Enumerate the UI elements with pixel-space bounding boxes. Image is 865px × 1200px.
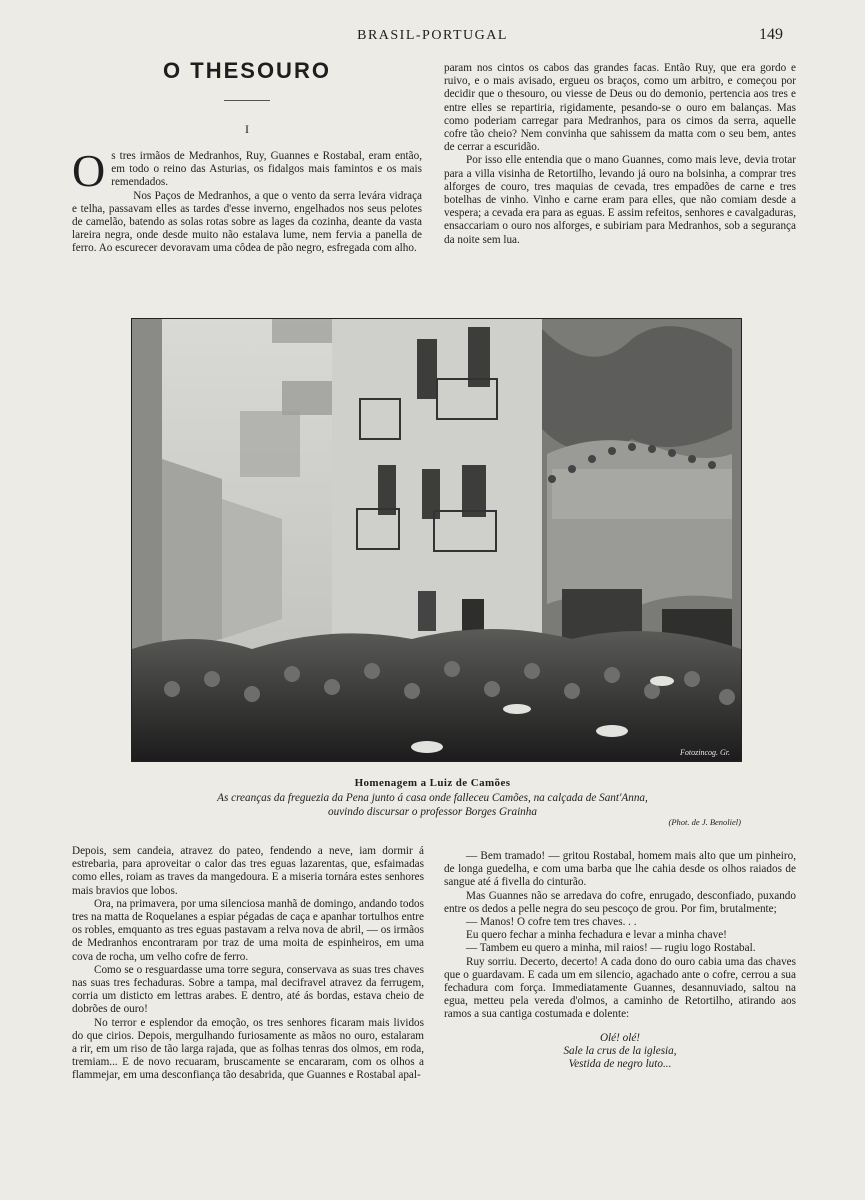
paragraph: Como se o resguardasse uma torre segura, conservava as suas tres chaves nas suas tres fechaduras. Sobre a tampa, mal decifravel atravez da ferrugem, corria um disticto em lettras arabes. E dentro, até ás bordas, estava cheio de dobrões de ouro! [72,963,424,1016]
paragraph: Por isso elle entendia que o mano Guannes, como mais leve, devia trotar para a villa visinha de Retortilho, levando já ouro na bolsinha, a comprar tres alforges de couro, tres maquias de cevada, tres empadões de carne e tres botelhas de vinho. Vinho e carne eram para elles, que não comiam desde a vespera; a cevada era para as eguas. E assim refeitos, senhores e cavalgaduras, ensaccariam o ouro nos alforges, e subiriam para Medranhos, sob a segurança da noite sem lua. [444,154,796,246]
paragraph: No terror e esplendor da emoção, os tres senhores ficaram mais lividos do que cirios. Depois, mergulhando furiosamente as mãos no ouro, estalaram a rir, em um riso de tão larga rajada, que as folhas tenras dos olmos, em roda, tremiam... E de novo recuaram, bruscamente se encararam, com os olhos a flammejar, em uma desconfiança tão desabrida, que Guannes e Rostabal apal- [72,1016,424,1082]
running-head: BRASIL-PORTUGAL [357,28,508,43]
paragraph: — Manos! O cofre tem tres chaves. . . [466,916,637,929]
paragraph: Depois, sem candeia, atravez do pateo, fendendo a neve, iam dormir á estrebaria, para aproveitar o calor das tres eguas lazarentas, que, esfaimadas como elles, roiam as traves da mangedoura. E a miseria tornára estes senhores mais bravios que lobos. [72,845,424,897]
song-verse [444,1032,796,1072]
column-right-bottom [444,850,796,1071]
caption-line: ouvindo discursar o professor Borges Grainha [328,806,537,818]
column-left-top [72,145,422,256]
photograph [131,318,742,762]
verse-line: Olé! olé! [599,1031,641,1044]
verse-line: Sale la crus de la iglesia, [563,1044,677,1057]
paragraph: param nos cintos os cabos das grandes facas. Então Ruy, que era gordo e ruivo, e o mais avisado, ergueu os braços, como um arbitro, e começou por decidir que o thesouro, ou viesse de Deus ou do demonio, pertencia aos tres e entre elles se repartiria, rigidamente, pesando-se o ouro em balanças. Mas como poderiam carregar para Medranhos, para os cimos da serra, aquelle cofre tão cheio? Nem convinha que sahissem da matta com o seu bem, antes de cerrar a escuridão. [444,62,796,154]
page-number: 149 [759,26,783,43]
paragraph: — Tambem eu quero a minha, mil raios! — rugiu logo Rostabal. [466,942,756,955]
caption-line: As creanças da freguezia da Pena junto á casa onde falleceu Camões, na calçada de Sant'Anna, [217,792,648,804]
article-title: O THESOURO [163,58,331,83]
column-left-bottom [72,845,424,1083]
figure-caption [160,791,705,819]
engraver-signature: Fotozincog. Gr. [680,748,730,757]
paragraph: Mas Guannes não se arredava do cofre, enrugado, desconfiado, puxando entre os dedos a pelle negra do seu pescoço de grou. Por fim, brutalmente; [444,889,796,915]
title-divider [224,100,270,101]
paragraph: — Bem tramado! — gritou Rostabal, homem mais alto que um pinheiro, de longa guedelha, e com uma barba que lhe cahia desde os olhos raiados de sangue até á fivella do cinturão. [444,850,796,889]
photo-credit: (Phot. de J. Benoliel) [668,817,741,827]
paragraph: Eu quero fechar a minha fechadura e levar a minha chave! [466,929,727,942]
column-right-top [444,62,796,247]
verse-line: Vestida de negro luto... [568,1058,672,1071]
street-scene-image [132,319,741,761]
figure-caption-title: Homenagem a Luiz de Camões [354,777,511,789]
paragraph: Ruy sorriu. Decerto, decerto! A cada dono do ouro cabia uma das chaves que o guardavam. E cada um em silencio, agachado ante o cofre, cerrou a sua fechadura com força. Immediatamente Guannes, desannuviado, saltou na egua, metteu pela vereda d'olmos, a caminho de Retortilho, atirando aos ramos a sua cantiga costumada e dolente: [444,955,796,1021]
paragraph: Nos Paços de Medranhos, a que o vento da serra levára vidraça e telha, passavam elles as tardes d'esse inverno, engelhados nos seus pelotes de camelão, batendo as solas rotas sobre as lages da cozinha, deante da vasta lareira negra, onde desde muito não estalava lume, nem fervia a panella de ferro. Ao escurecer devoravam uma côdea de pão negro, esfregada com alho. [72,189,422,255]
opening-paragraph [72,145,422,196]
drop-cap: O [72,145,106,196]
section-number: I [245,122,249,136]
opening-text: s tres irmãos de Medranhos, Ruy, Guannes e Rostabal, eram então, em todo o reino das Asturias, os fidalgos mais famintos e os mais remendados. [111,150,422,189]
paragraph: Ora, na primavera, por uma silenciosa manhã de domingo, andando todos tres na matta de Roquelanes a espiar pégadas de caça e apanhar tortulhos entre os robles, emquanto as tres eguas pastavam a relva nova de abril, — os irmãos de Medranhos encontraram por traz de uma moita de espinheiros, em uma cova de rocha, um velho cofre de ferro. [72,897,424,963]
